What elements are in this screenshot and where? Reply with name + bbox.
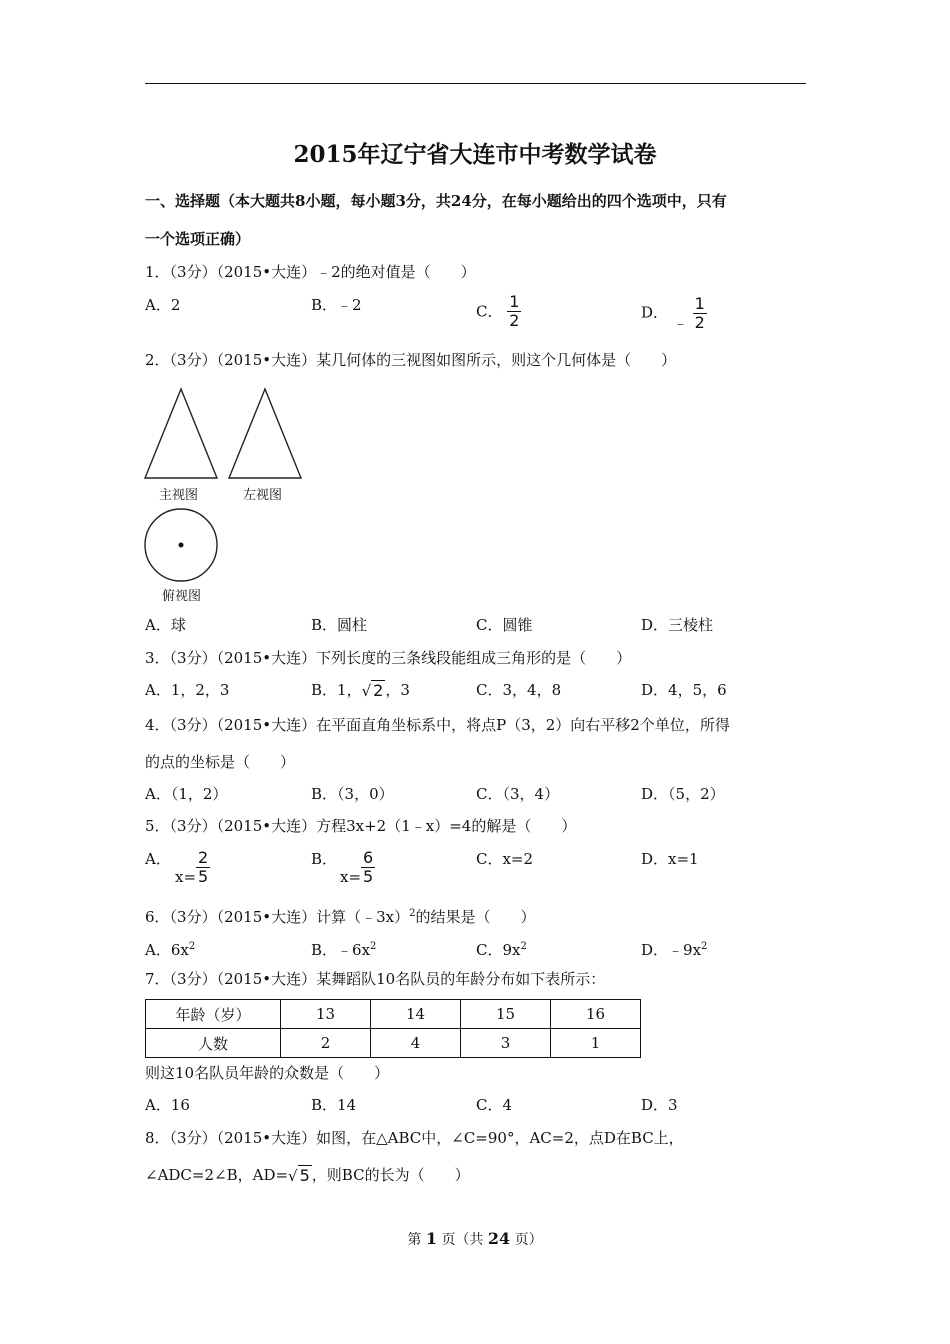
q6-option-a-text: A．6x [145, 941, 189, 959]
q4-option-a: A．（1，2） [145, 785, 228, 803]
q5-stem: 5．（3分）（2015•大连）方程3x+2（1﹣x）=4的解是（ ） [145, 817, 577, 835]
q4-option-c: C．（3，4） [476, 785, 560, 803]
table-cell: 4 [371, 1029, 461, 1058]
q1-option-a: A．2 [145, 296, 181, 314]
q5-option-a-value [175, 849, 210, 886]
q3-option-b-post: ，3 [385, 681, 410, 699]
q6-stem-post: 的结果是（ ） [415, 908, 536, 926]
q3-stem: 3．（3分）（2015•大连）下列长度的三条线段能组成三角形的是（ ） [145, 649, 632, 667]
table-header-cell: 年龄（岁） [146, 1000, 281, 1029]
q3-option-b [311, 680, 410, 701]
page-title: 2015年辽宁省大连市中考数学试卷 [293, 141, 657, 168]
q2-option-c: C．圆锥 [476, 616, 533, 634]
q6-option-d-text: D．﹣9x [641, 941, 702, 959]
table-row [146, 1029, 641, 1058]
fraction-denominator: 5 [198, 867, 209, 886]
fraction-numerator: 2 [198, 848, 209, 867]
q7-option-b: B．14 [311, 1096, 357, 1114]
sqrt-expression [288, 1166, 312, 1186]
table-cell: 1 [551, 1029, 641, 1058]
radical-sign-icon: √ [288, 1167, 298, 1185]
q5-option-b-label: B． [311, 850, 338, 868]
q3-option-a: A．1，2，3 [145, 681, 230, 699]
q1-option-d [641, 295, 707, 332]
left-view-triangle [229, 389, 301, 478]
section-heading-line2: 一个选项正确） [145, 230, 251, 248]
q1-option-c-fraction [507, 293, 521, 330]
q8-stem-post: ，则BC的长为（ ） [311, 1166, 470, 1184]
radicand: 5 [299, 1166, 310, 1185]
q6-option-c [476, 937, 527, 960]
q5-option-a-fraction [196, 849, 210, 886]
footer-pre: 第 [407, 1232, 422, 1248]
table-cell: 15 [461, 1000, 551, 1029]
sqrt-expression [362, 681, 386, 701]
footer-mid: 页（共 [441, 1232, 484, 1248]
q2-option-a: A．球 [145, 616, 186, 634]
q6-stem-exponent: 2 [409, 908, 416, 919]
q4-option-d: D．（5，2） [641, 785, 725, 803]
page-footer [0, 1229, 950, 1249]
radical-sign-icon: √ [361, 682, 372, 700]
q4-option-b: B．（3，0） [311, 785, 394, 803]
table-cell: 3 [461, 1029, 551, 1058]
q1-stem: 1．（3分）（2015•大连）﹣2的绝对值是（ ） [145, 263, 476, 281]
q6-stem [145, 904, 536, 927]
table-row [146, 1000, 641, 1029]
table-cell: 14 [371, 1000, 461, 1029]
q5-option-d: D．x=1 [641, 850, 699, 868]
q5-option-b-value [340, 849, 375, 886]
q6-stem-pre: 6．（3分）（2015•大连）计算（﹣3x） [145, 908, 410, 926]
top-view-center-dot [179, 543, 184, 548]
fraction-denominator: 2 [694, 313, 705, 332]
q6-option-d [641, 937, 707, 960]
top-view-caption: 俯视图 [162, 589, 202, 604]
q7-followup: 则这10名队员年龄的众数是（ ） [145, 1064, 390, 1082]
header-rule [145, 83, 806, 84]
q5-option-c: C．x=2 [476, 850, 534, 868]
q5-option-a-label: A． [145, 850, 171, 868]
q5-option-b-fraction [361, 849, 375, 886]
section-heading-line1: 一、选择题（本大题共8小题，每小题3分，共24分，在每小题给出的四个选项中，只有 [145, 192, 727, 210]
footer-total-pages: 24 [487, 1229, 511, 1248]
q7-stem: 7．（3分）（2015•大连）某舞蹈队10名队员的年龄分布如下表所示： [145, 970, 606, 988]
fraction-denominator: 2 [509, 311, 520, 330]
q6-option-b-text: B．﹣6x [311, 941, 371, 959]
age-distribution-table [145, 999, 641, 1058]
front-view-triangle [145, 389, 217, 478]
q1-option-d-fraction [693, 295, 707, 332]
q2-option-b: B．圆柱 [311, 616, 368, 634]
q3-option-b-pre: B．1， [311, 681, 362, 699]
table-cell: 2 [281, 1029, 371, 1058]
q3-option-c: C．3，4，8 [476, 681, 562, 699]
footer-post: 页） [514, 1232, 543, 1248]
q1-option-b: B．﹣2 [311, 296, 362, 314]
q8-stem-line2 [145, 1165, 470, 1186]
q1-option-d-label: D． [641, 303, 669, 322]
exponent: 2 [370, 941, 377, 952]
q6-option-a [145, 937, 195, 960]
q5-option-a-var: x= [175, 867, 197, 886]
q1-option-c [476, 292, 521, 330]
q8-stem-pre: ∠ADC=2∠B，AD= [145, 1166, 289, 1184]
q8-stem-line1: 8．（3分）（2015•大连）如图，在△ABC中，∠C=90°，AC=2，点D在BC上， [145, 1129, 684, 1147]
footer-page-number: 1 [425, 1229, 437, 1248]
q4-stem-line2: 的点的坐标是（ ） [145, 753, 296, 771]
left-view-caption: 左视图 [243, 488, 283, 503]
fraction-numerator: 1 [694, 294, 705, 313]
fraction-denominator: 5 [363, 867, 374, 886]
exponent: 2 [520, 941, 527, 952]
q7-option-a: A．16 [145, 1096, 190, 1114]
q4-stem-line1: 4．（3分）（2015•大连）在平面直角坐标系中，将点P（3，2）向右平移2个单位，所得 [145, 716, 730, 734]
q6-option-b [311, 937, 376, 960]
front-view-caption: 主视图 [159, 488, 199, 503]
radicand: 2 [373, 681, 384, 700]
exponent: 2 [701, 941, 708, 952]
q2-option-d: D．三棱柱 [641, 616, 714, 634]
q1-option-c-label: C． [476, 302, 503, 321]
q7-option-d: D．3 [641, 1096, 678, 1114]
fraction-numerator: 6 [363, 848, 374, 867]
q5-option-b-var: x= [340, 867, 362, 886]
q2-stem: 2．（3分）（2015•大连）某几何体的三视图如图所示，则这个几何体是（ ） [145, 351, 677, 369]
q6-option-c-text: C．9x [476, 941, 521, 959]
q7-option-c: C．4 [476, 1096, 513, 1114]
q1-option-d-sign: ﹣ [672, 313, 688, 332]
fraction-numerator: 1 [509, 292, 520, 311]
exponent: 2 [188, 941, 196, 952]
table-cell: 13 [281, 1000, 371, 1029]
q3-option-d: D．4，5，6 [641, 681, 727, 699]
table-cell: 16 [551, 1000, 641, 1029]
table-header-cell: 人数 [146, 1029, 281, 1058]
